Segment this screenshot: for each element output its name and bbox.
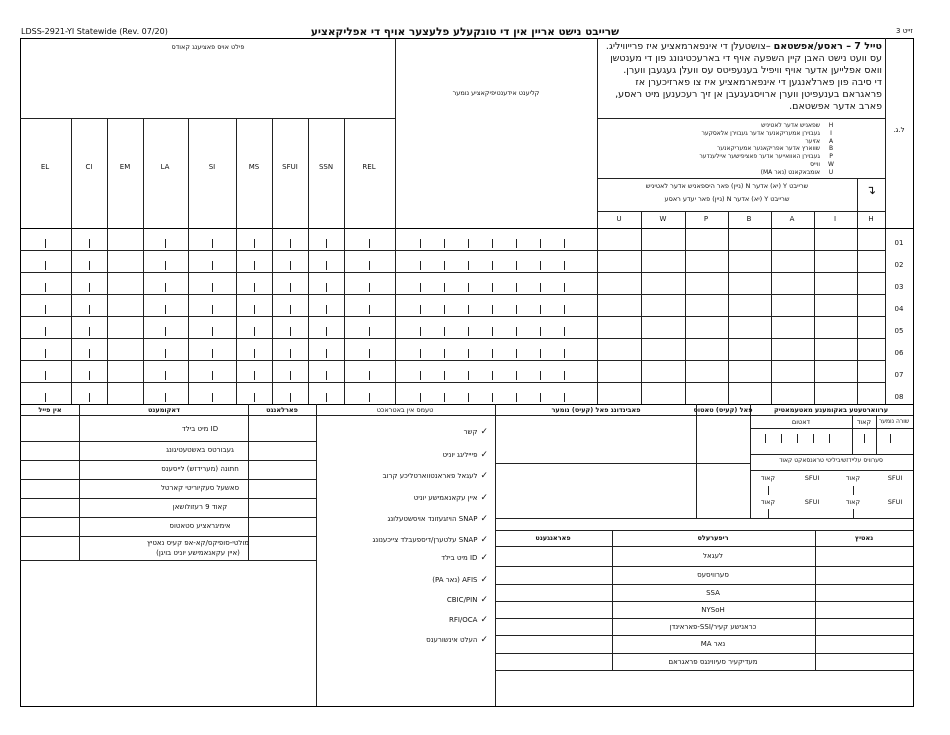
col-el: EL bbox=[40, 163, 50, 171]
activity-item bbox=[340, 451, 488, 460]
vf-item-ss-card: סאשעל סעקיוריטי קארטל bbox=[160, 484, 240, 492]
row-tick bbox=[326, 349, 327, 358]
row-column-divider bbox=[771, 228, 772, 404]
row-number: 08 bbox=[894, 393, 904, 401]
row-tick bbox=[468, 371, 469, 380]
row-tick bbox=[420, 305, 421, 314]
row-tick bbox=[212, 261, 213, 270]
row-column-divider bbox=[308, 228, 309, 404]
row-tick bbox=[492, 305, 493, 314]
tc-code-label-2: קאוד bbox=[845, 474, 861, 482]
contact-case-header: פאבינדונג פאל (קעיס) נומער bbox=[551, 406, 641, 414]
activity-item bbox=[340, 515, 488, 524]
income-sub-code: קאוד bbox=[856, 418, 872, 426]
row-tick bbox=[290, 349, 291, 358]
row-column-divider bbox=[236, 228, 237, 404]
row-tick bbox=[516, 327, 517, 336]
row-divider bbox=[20, 360, 885, 361]
income-sub-date: דאטום bbox=[791, 418, 811, 426]
race-col-h: H bbox=[868, 215, 874, 223]
row-tick bbox=[290, 239, 291, 248]
row-divider bbox=[20, 272, 885, 273]
row-tick bbox=[212, 371, 213, 380]
col-ci: CI bbox=[85, 163, 93, 171]
referral-item: SSA bbox=[706, 589, 720, 597]
activity-item bbox=[340, 472, 488, 481]
row-tick bbox=[326, 305, 327, 314]
row-number: 02 bbox=[894, 261, 904, 269]
row-column-divider bbox=[641, 228, 642, 404]
row-column-divider bbox=[143, 228, 144, 404]
row-column-divider bbox=[344, 228, 345, 404]
row-tick bbox=[89, 349, 90, 358]
section7-text: טייל 7 – ראסע/אפשטאם –צושטעלן די אינפארמאציע איז פרייוויליג. עס וועט נישט האבן קיין השפעה אויף די בארעכטיגונג פון די מענטשן וואס אפלייען אדער אויף וויפיל בענעפיטס עס וועלן געגעבן ווערן. די סיבה פון פארלאנגען די אינפארמאציע איז צו פארזיכערן אז פראגראם בענעפיטן ווערן ארויסגעגעבן אן זיך רעכענען מיט ראסע, פארב אדער אפשטאם. bbox=[605, 41, 882, 112]
activity-item-label: פיייליגג יוניט bbox=[442, 451, 478, 459]
row-tick bbox=[516, 261, 517, 270]
activity-item bbox=[340, 636, 488, 645]
row-tick bbox=[420, 261, 421, 270]
row-tick bbox=[45, 305, 46, 314]
row-tick bbox=[492, 349, 493, 358]
row-tick bbox=[444, 393, 445, 402]
row-column-divider bbox=[814, 228, 815, 404]
row-divider bbox=[20, 250, 885, 251]
row-tick bbox=[290, 261, 291, 270]
activity-item bbox=[340, 428, 488, 437]
referral-item: נאר MA bbox=[700, 640, 726, 648]
activity-item bbox=[340, 576, 488, 585]
col-sfui: SFUI bbox=[282, 163, 298, 171]
activity-item-label: SNAP עלטערן/דיספעבלד צייכענונג bbox=[372, 536, 478, 544]
row-number: 07 bbox=[894, 371, 904, 379]
activity-item-label: AFIS (נאר PA) bbox=[432, 576, 478, 584]
row-tick bbox=[165, 239, 166, 248]
row-tick bbox=[444, 349, 445, 358]
checkmark-icon: ✓ bbox=[480, 427, 488, 437]
tc-sfui-label-4: SFUI bbox=[887, 498, 903, 506]
race-col-i: I bbox=[833, 215, 837, 223]
row-tick bbox=[540, 305, 541, 314]
checkmark-icon: ✓ bbox=[480, 514, 488, 524]
row-tick bbox=[254, 261, 255, 270]
activity-item-label: קשר bbox=[463, 428, 478, 436]
row-column-divider bbox=[395, 228, 396, 404]
section7-title: טייל 7 – ראסע/אפשטאם bbox=[773, 41, 882, 52]
tc-sfui-label-3: SFUI bbox=[804, 498, 820, 506]
row-tick bbox=[564, 305, 565, 314]
checkmark-icon: ✓ bbox=[480, 553, 488, 563]
row-tick bbox=[290, 305, 291, 314]
row-divider bbox=[20, 338, 885, 339]
row-tick bbox=[290, 283, 291, 292]
row-tick bbox=[369, 261, 370, 270]
row-tick bbox=[212, 393, 213, 402]
row-tick bbox=[420, 283, 421, 292]
case-status-header: פאל (קעיס) טאטוס bbox=[693, 406, 753, 414]
row-column-divider bbox=[272, 228, 273, 404]
instruction-race: שרייבט Y (יא) אדער N (ניין) פאר יעדע ראסע bbox=[664, 195, 790, 203]
row-tick bbox=[468, 349, 469, 358]
checkmark-icon: ✓ bbox=[480, 595, 488, 605]
activity-item-label: איין עקאנאמישע יוניט bbox=[413, 494, 478, 502]
row-tick bbox=[290, 327, 291, 336]
row-tick bbox=[468, 283, 469, 292]
row-divider bbox=[20, 382, 885, 383]
vf-item-birth: געבורטס באשטעטיגונג bbox=[166, 446, 234, 454]
row-tick bbox=[540, 239, 541, 248]
row-tick bbox=[254, 393, 255, 402]
checkmark-icon: ✓ bbox=[480, 493, 488, 503]
race-col-b: B bbox=[746, 215, 752, 223]
row-tick bbox=[540, 283, 541, 292]
checkmark-icon: ✓ bbox=[480, 535, 488, 545]
tc-code-label-4: קאוד bbox=[845, 498, 861, 506]
row-tick bbox=[326, 261, 327, 270]
row-tick bbox=[468, 393, 469, 402]
instruction-hispanic: שרייבט Y (יא) אדער N (ניין) פאר היספאניש אדער לאטיניש bbox=[645, 182, 809, 190]
referral-item: מעדיקעיר סעיווינגס פראגראם bbox=[668, 658, 758, 666]
race-code-legend: H שפאניש אדער לאטיניש I געבוירן אמעריקאנער אדער געבוירן אלאסקער A אזיער B שווארץ אדער אפריקאנער אמעריקאנער P געבוירן האוואייער אדער פאציפישער איילענדער W ווייס U אומבאקאנט (נאר MA) bbox=[699, 122, 834, 176]
row-number: 06 bbox=[894, 349, 904, 357]
row-tick bbox=[212, 239, 213, 248]
row-tick bbox=[540, 393, 541, 402]
row-tick bbox=[369, 349, 370, 358]
row-tick bbox=[212, 327, 213, 336]
row-tick bbox=[516, 239, 517, 248]
row-tick bbox=[516, 349, 517, 358]
row-tick bbox=[492, 261, 493, 270]
col-em: EM bbox=[119, 163, 131, 171]
row-tick bbox=[492, 327, 493, 336]
activity-item-label: לעגאל פאראנטווארטליכע קרוב bbox=[382, 472, 478, 480]
row-tick bbox=[254, 327, 255, 336]
row-tick bbox=[540, 371, 541, 380]
row-tick bbox=[420, 393, 421, 402]
row-tick bbox=[89, 239, 90, 248]
row-divider bbox=[20, 316, 885, 317]
vf-header-required: פארלאנגט bbox=[266, 406, 298, 414]
row-column-divider bbox=[857, 228, 858, 404]
referral-item: כראנישע קעיר/SSI-פאראינדן bbox=[669, 623, 757, 631]
ref-header-notice: נאטיץ bbox=[854, 534, 874, 542]
office-codes-header: פילט אויס פאציענג קאודס bbox=[171, 43, 245, 51]
vf-item-multi-suffix-note: (איין עקאנאמישע יוניט בויגן) bbox=[156, 549, 240, 557]
ref-header-referrals: ריפערעלס bbox=[697, 534, 729, 542]
race-col-u: U bbox=[616, 215, 622, 223]
row-tick bbox=[369, 371, 370, 380]
activity-item bbox=[340, 494, 488, 503]
row-tick bbox=[45, 349, 46, 358]
row-tick bbox=[468, 261, 469, 270]
row-tick bbox=[492, 239, 493, 248]
activity-item-label: RFI/OCA bbox=[448, 616, 478, 624]
row-tick bbox=[369, 283, 370, 292]
row-tick bbox=[516, 393, 517, 402]
row-tick bbox=[369, 327, 370, 336]
checkmark-icon: ✓ bbox=[480, 575, 488, 585]
row-tick bbox=[165, 393, 166, 402]
row-tick bbox=[444, 371, 445, 380]
referral-item: סערוויסעס bbox=[697, 571, 729, 579]
activity-item bbox=[340, 554, 488, 563]
race-col-w: W bbox=[659, 215, 667, 223]
vf-item-multi-suffix: מולטי-סופיקס/קא-אפ קעיס נאטיץ bbox=[146, 539, 250, 547]
checkmark-icon: ✓ bbox=[480, 635, 488, 645]
row-tick bbox=[165, 283, 166, 292]
row-tick bbox=[254, 371, 255, 380]
transaction-code-header: סערוויס עליידזשיביליטי טראנסאקט קאוד bbox=[779, 457, 883, 464]
row-number: 05 bbox=[894, 327, 904, 335]
row-column-divider bbox=[71, 228, 72, 404]
row-tick bbox=[89, 283, 90, 292]
row-number: 03 bbox=[894, 283, 904, 291]
activity-item bbox=[340, 616, 488, 625]
row-column-divider bbox=[685, 228, 686, 404]
row-tick bbox=[540, 349, 541, 358]
row-column-divider bbox=[107, 228, 108, 404]
row-tick bbox=[89, 393, 90, 402]
vf-item-photo-id: ID מיט בילד bbox=[181, 425, 219, 433]
checkmark-icon: ✓ bbox=[480, 471, 488, 481]
row-tick bbox=[290, 371, 291, 380]
row-tick bbox=[369, 239, 370, 248]
row-tick bbox=[516, 305, 517, 314]
down-arrow-icon: ↴ bbox=[865, 183, 877, 197]
row-tick bbox=[492, 283, 493, 292]
row-tick bbox=[89, 305, 90, 314]
activity-item-label: העלט אינשורענס bbox=[426, 636, 478, 644]
row-tick bbox=[564, 393, 565, 402]
row-tick bbox=[45, 283, 46, 292]
row-tick bbox=[516, 371, 517, 380]
row-tick bbox=[369, 305, 370, 314]
row-tick bbox=[444, 283, 445, 292]
row-tick bbox=[369, 393, 370, 402]
page-number: זייט 3 bbox=[896, 27, 913, 35]
activity-item-label: SNAP הויזגעזונד אויסשטעלונג bbox=[387, 515, 478, 523]
vf-header-document: דאקומענט bbox=[148, 406, 180, 414]
activity-item bbox=[340, 536, 488, 545]
form-id: LDSS-2921-YI Statewide (Rev. 07/20) bbox=[21, 27, 168, 36]
row-tick bbox=[564, 283, 565, 292]
row-tick bbox=[326, 393, 327, 402]
activity-item bbox=[340, 596, 488, 605]
row-tick bbox=[254, 239, 255, 248]
row-tick bbox=[468, 305, 469, 314]
row-tick bbox=[540, 261, 541, 270]
row-tick bbox=[165, 349, 166, 358]
income-header: ערווארטעטע באקומענע מאטעמאטיק bbox=[773, 406, 889, 414]
row-column-divider bbox=[188, 228, 189, 404]
row-tick bbox=[444, 239, 445, 248]
checkmark-icon: ✓ bbox=[480, 450, 488, 460]
row-tick bbox=[326, 327, 327, 336]
col-ssn: SSN bbox=[318, 163, 334, 171]
row-tick bbox=[212, 349, 213, 358]
tc-sfui-label: SFUI bbox=[804, 474, 820, 482]
referral-item: NYSoH bbox=[701, 606, 725, 614]
row-tick bbox=[420, 239, 421, 248]
client-id-header: קליענט אידענטיפיקאציע נומער bbox=[452, 89, 540, 97]
row-tick bbox=[290, 393, 291, 402]
row-tick bbox=[212, 305, 213, 314]
row-tick bbox=[468, 239, 469, 248]
activity-item-label: ID מיט בילד bbox=[441, 554, 478, 562]
vf-item-immigration: אימיגראציע סטאטוס bbox=[169, 522, 231, 530]
row-number: 04 bbox=[894, 305, 904, 313]
row-tick bbox=[564, 261, 565, 270]
row-tick bbox=[165, 305, 166, 314]
row-tick bbox=[89, 371, 90, 380]
page-title: שרייבט נישט אריין אין די טונקעלע פלעצער אויף די אפליקאציע bbox=[310, 26, 620, 38]
race-col-a: A bbox=[789, 215, 795, 223]
row-tick bbox=[492, 371, 493, 380]
row-column-divider bbox=[728, 228, 729, 404]
row-tick bbox=[45, 371, 46, 380]
col-ms: MS bbox=[248, 163, 260, 171]
row-tick bbox=[254, 349, 255, 358]
row-tick bbox=[492, 393, 493, 402]
race-col-p: P bbox=[703, 215, 709, 223]
row-tick bbox=[444, 305, 445, 314]
row-tick bbox=[444, 327, 445, 336]
row-tick bbox=[564, 327, 565, 336]
row-tick bbox=[45, 239, 46, 248]
row-tick bbox=[564, 371, 565, 380]
row-number: 01 bbox=[894, 239, 904, 247]
row-tick bbox=[326, 283, 327, 292]
activity-header: טעמס אין באטראכט bbox=[376, 406, 434, 414]
row-tick bbox=[45, 261, 46, 270]
row-tick bbox=[420, 349, 421, 358]
income-sub-line: שורה נומער bbox=[878, 418, 910, 425]
row-tick bbox=[468, 327, 469, 336]
row-tick bbox=[444, 261, 445, 270]
ref-header-referent: פאראנגענט bbox=[535, 534, 571, 542]
tc-code-label-3: קאוד bbox=[760, 498, 776, 506]
row-tick bbox=[45, 327, 46, 336]
tc-sfui-label-2: SFUI bbox=[887, 474, 903, 482]
row-tick bbox=[516, 283, 517, 292]
row-tick bbox=[540, 327, 541, 336]
col-la: LA bbox=[160, 163, 170, 171]
checkmark-icon: ✓ bbox=[480, 615, 488, 625]
vf-item-code9: קאוד 9 רעזולושאן bbox=[172, 503, 228, 511]
row-tick bbox=[254, 305, 255, 314]
referral-item: לעגאל bbox=[703, 552, 723, 560]
row-divider bbox=[20, 294, 885, 295]
row-tick bbox=[420, 327, 421, 336]
row-tick bbox=[45, 393, 46, 402]
row-tick bbox=[326, 371, 327, 380]
vf-item-marriage: חתונה (מערידזש) לייסענס bbox=[161, 465, 239, 473]
activity-item-label: CBIC/PIN bbox=[446, 596, 478, 604]
row-tick bbox=[254, 283, 255, 292]
row-tick bbox=[165, 261, 166, 270]
col-si: SI bbox=[208, 163, 216, 171]
vf-header-missing: אין פייל bbox=[38, 406, 62, 414]
col-rel: REL bbox=[362, 163, 376, 171]
row-tick bbox=[89, 261, 90, 270]
tc-code-label: קאוד bbox=[760, 474, 776, 482]
row-tick bbox=[326, 239, 327, 248]
row-column-divider bbox=[597, 228, 598, 404]
row-tick bbox=[564, 239, 565, 248]
line-number-label: ל.ג. bbox=[893, 126, 905, 134]
row-tick bbox=[564, 349, 565, 358]
row-tick bbox=[89, 327, 90, 336]
row-tick bbox=[165, 371, 166, 380]
row-tick bbox=[165, 327, 166, 336]
row-tick bbox=[212, 283, 213, 292]
row-tick bbox=[420, 371, 421, 380]
